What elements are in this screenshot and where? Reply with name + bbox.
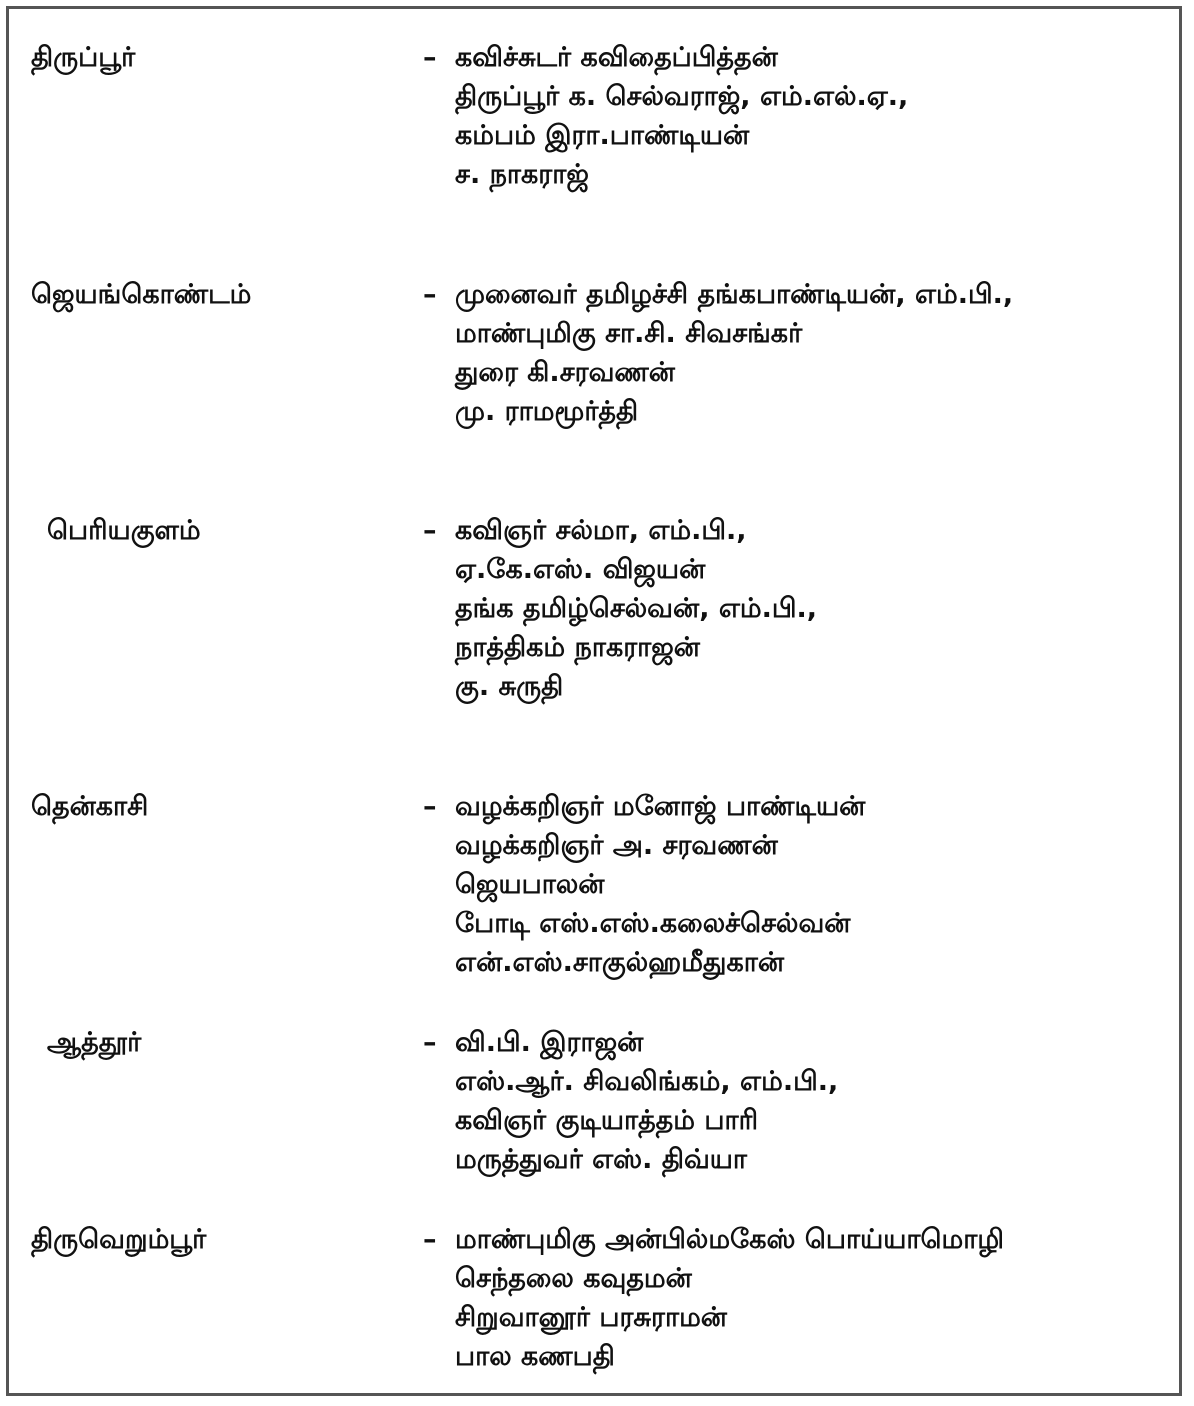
name-line: ஏ.கே.எஸ். விஜயன்: [455, 554, 706, 585]
name-line: கம்பம் இரா.பாண்டியன்: [455, 120, 750, 151]
place-name: திருப்பூர்: [31, 42, 136, 73]
name-line: ச. நாகராஜ்: [455, 159, 589, 190]
name-line: கு. சுருதி: [455, 671, 564, 702]
name-line: வழக்கறிஞர் அ. சரவணன்: [455, 830, 778, 861]
name-line: திருப்பூர் க. செல்வராஜ், எம்.எல்.ஏ.,: [455, 81, 909, 112]
name-line: எஸ்.ஆர். சிவலிங்கம், எம்.பி.,: [455, 1066, 839, 1097]
dash-separator: –: [423, 515, 437, 546]
place-name: பெரியகுளம்: [47, 515, 201, 546]
name-line: ஜெயபாலன்: [455, 869, 605, 900]
dash-separator: –: [423, 1027, 437, 1058]
name-list: [455, 1220, 1004, 1376]
name-line: நாத்திகம் நாகராஜன்: [455, 632, 700, 663]
name-list: [455, 787, 865, 982]
place-name: தென்காசி: [31, 791, 149, 822]
name-line: துரை கி.சரவணன்: [455, 357, 675, 388]
name-line: என்.எஸ்.சாகுல்ஹமீதுகான்: [455, 947, 785, 978]
name-line: கவிஞர் குடியாத்தம் பாரி: [455, 1105, 759, 1136]
name-line: மாண்புமிகு அன்பில்மகேஸ் பொய்யாமொழி: [455, 1224, 1004, 1255]
place-name: ஆத்தூர்: [47, 1027, 142, 1058]
name-line: வழக்கறிஞர் மனோஜ் பாண்டியன்: [455, 791, 866, 822]
name-line: செந்தலை கவுதமன்: [455, 1263, 692, 1294]
name-list: [455, 275, 1013, 431]
dash-separator: –: [423, 1224, 437, 1255]
name-line: கவிஞர் சல்மா, எம்.பி.,: [455, 515, 747, 546]
place-name: திருவெறும்பூர்: [31, 1224, 207, 1255]
name-list: [455, 1023, 838, 1179]
name-line: மாண்புமிகு சா.சி. சிவசங்கர்: [455, 318, 803, 349]
name-line: மருத்துவர் எஸ். திவ்யா: [455, 1144, 748, 1175]
place-name: ஜெயங்கொண்டம்: [31, 279, 252, 310]
name-list: [455, 38, 908, 194]
dash-separator: –: [423, 791, 437, 822]
name-line: மு. ராமமூர்த்தி: [455, 396, 639, 427]
name-line: தங்க தமிழ்செல்வன், எம்.பி.,: [455, 593, 818, 624]
name-line: கவிச்சுடர் கவிதைப்பித்தன்: [455, 42, 778, 73]
dash-separator: –: [423, 279, 437, 310]
name-line: சிறுவானூர் பரசுராமன்: [455, 1302, 727, 1333]
name-line: வி.பி. இராஜன்: [455, 1027, 644, 1058]
dash-separator: –: [423, 42, 437, 73]
name-list: [455, 511, 817, 706]
name-line: பால கணபதி: [455, 1341, 615, 1372]
name-line: போடி எஸ்.எஸ்.கலைச்செல்வன்: [455, 908, 851, 939]
name-line: முனைவர் தமிழச்சி தங்கபாண்டியன், எம்.பி.,: [455, 279, 1014, 310]
document-frame: [6, 6, 1182, 1396]
